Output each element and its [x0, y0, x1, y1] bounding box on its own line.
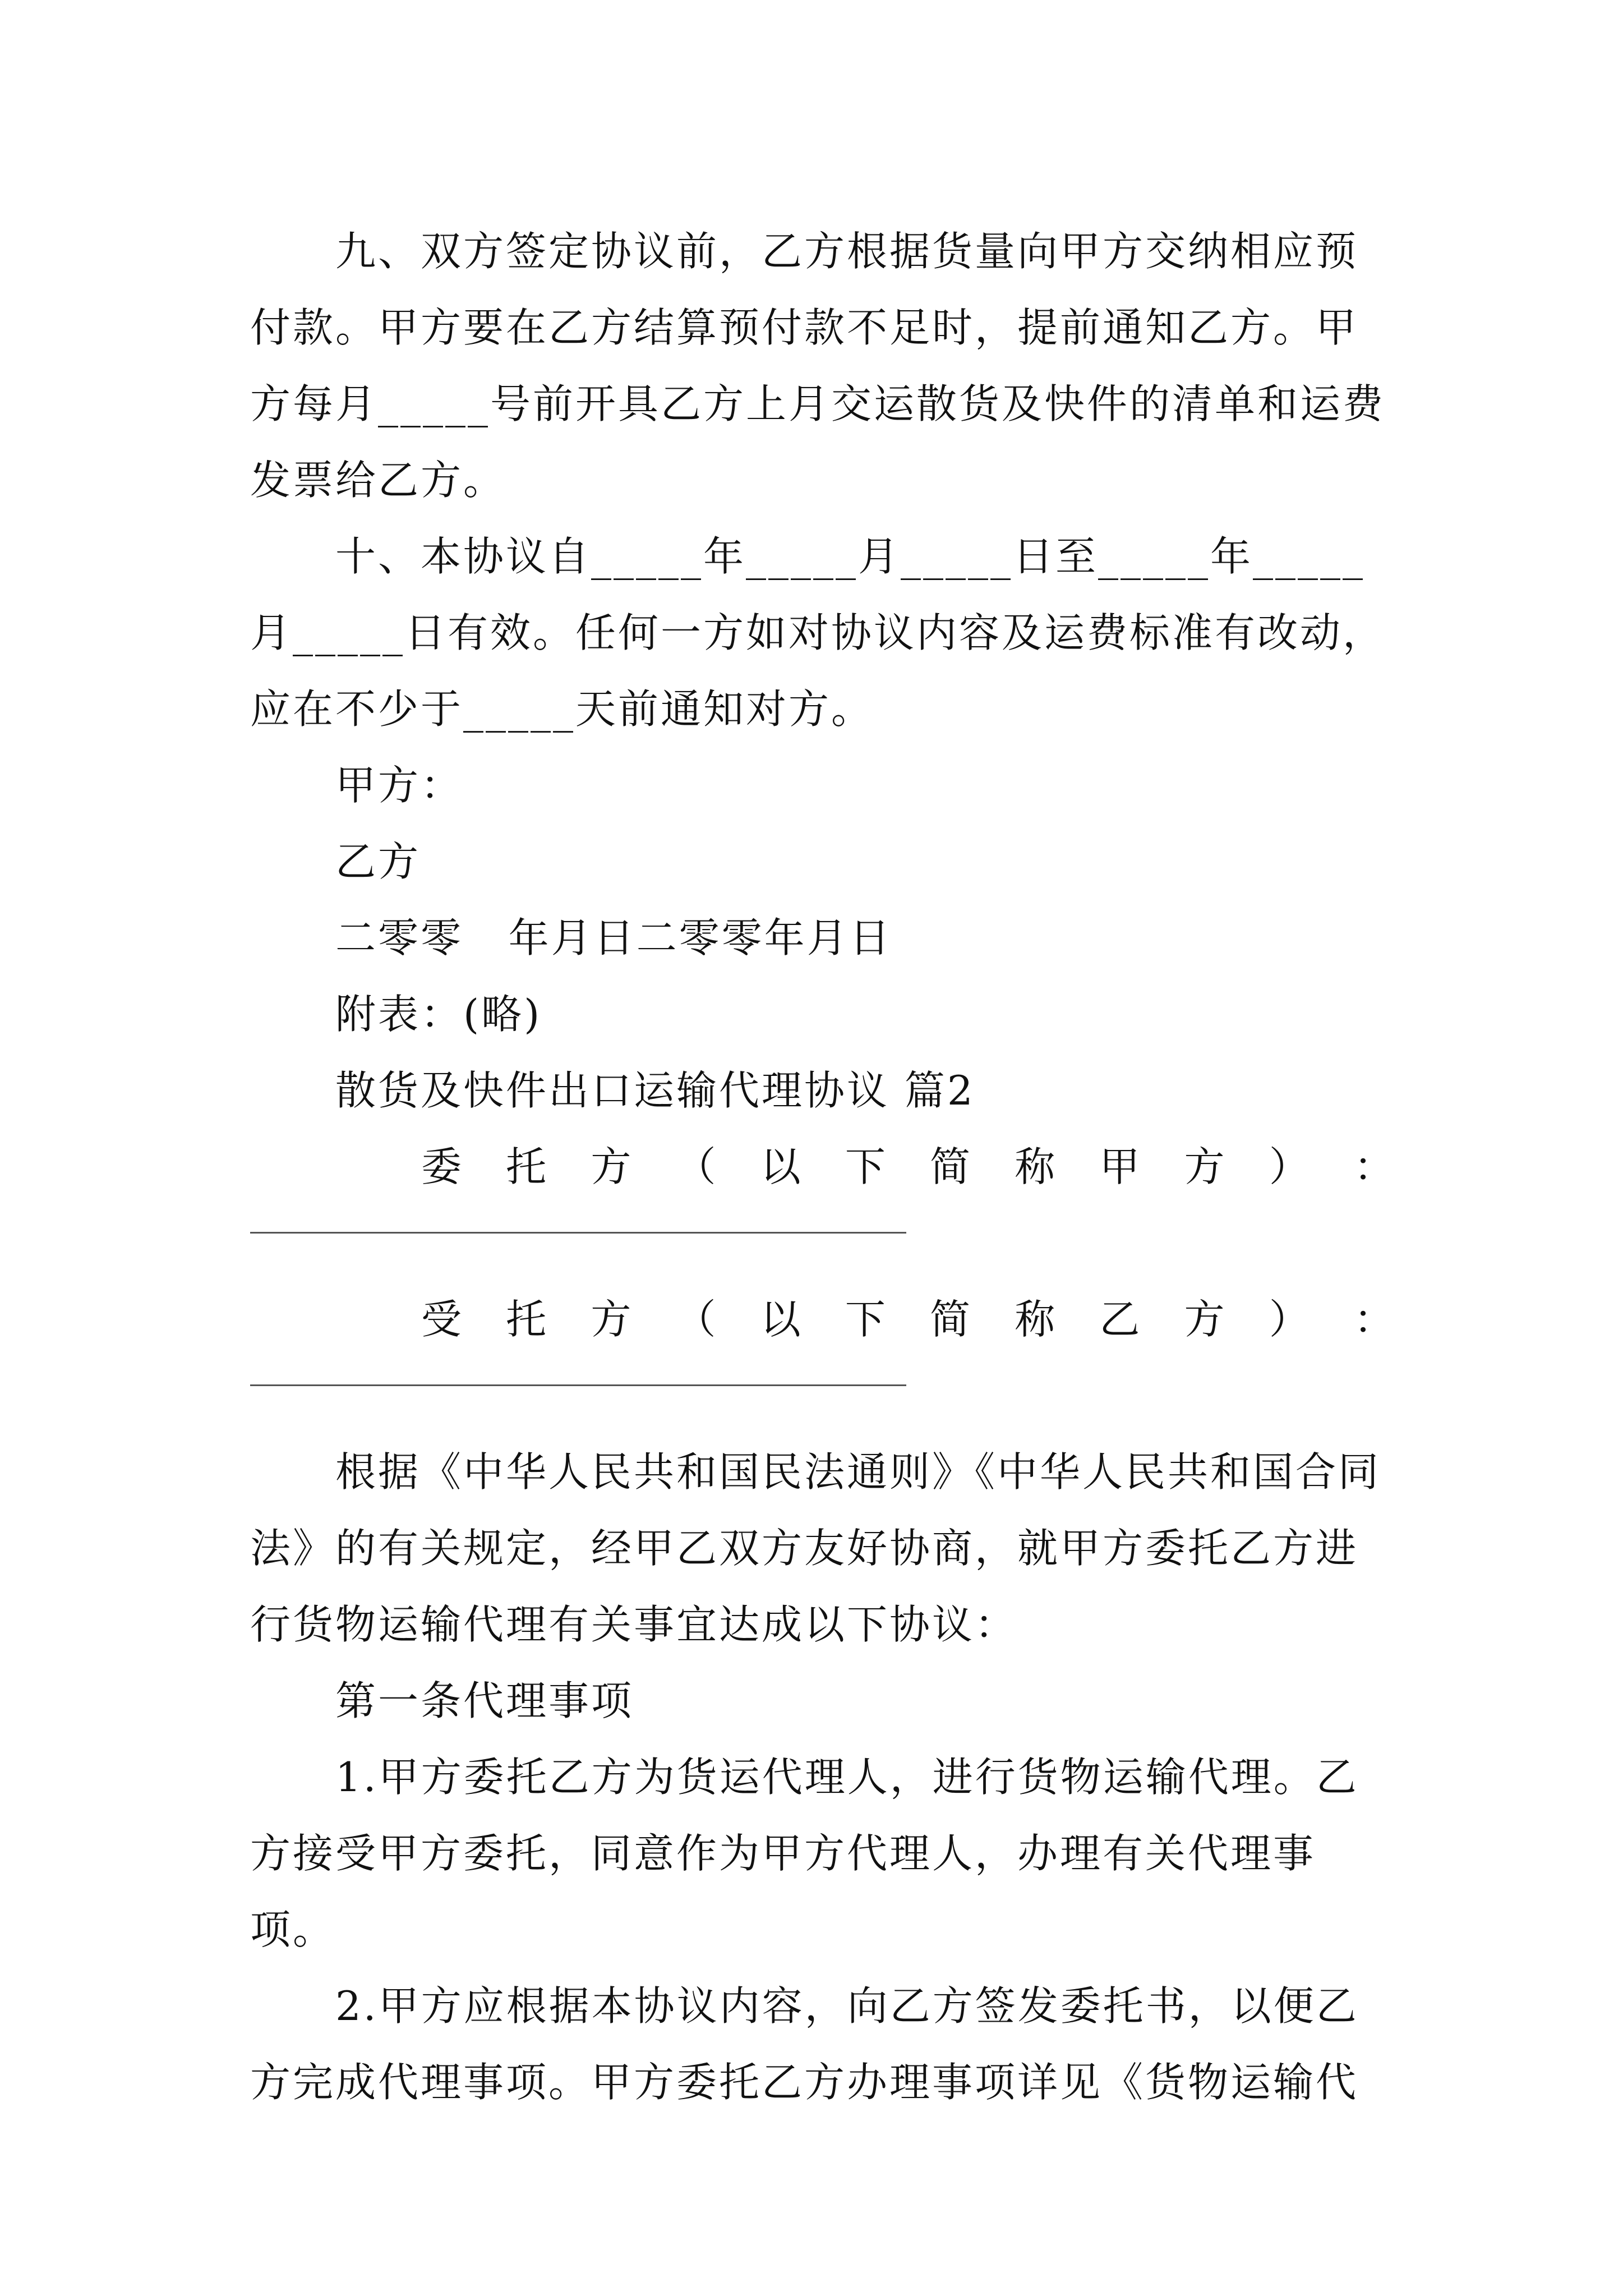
principal-char: 称 [1015, 1143, 1055, 1190]
item-two: 2.甲方应根据本协议内容，向乙方签发委托书，以便乙方完成代理事项。甲方委托乙方办理事项详见《货物运输代 [250, 1982, 1359, 2106]
principal-char: 方 [1184, 1143, 1225, 1190]
agent-char: 称 [1015, 1296, 1055, 1343]
document-page [250, 213, 1394, 2120]
agent-char: 方 [591, 1296, 631, 1343]
principal-row [250, 1129, 1394, 1205]
agent-char: 简 [930, 1296, 971, 1343]
party-a-label: 甲方： [335, 762, 464, 809]
clause-ten: 十、本协议自_____年_____月_____日至_____年_____月_____日有效。任何一方如对协议内容及运费标准有改动，应在不少于_____天前通知对方。 [250, 533, 1386, 733]
clause-nine: 九、双方签定协议前，乙方根据货量向甲方交纳相应预付款。甲方要在乙方结算预付款不足时，提前通知乙方。甲方每月_____号前开具乙方上月交运散货及快件的清单和运费发票给乙方。 [250, 228, 1386, 504]
principal-char: 简 [930, 1143, 971, 1190]
agent-char: ） [1269, 1296, 1310, 1343]
agent-char: 下 [845, 1296, 886, 1343]
principal-char: ： [1353, 1143, 1394, 1190]
section-title: 散货及快件出口运输代理协议 篇2 [335, 1067, 975, 1114]
principal-char: 方 [591, 1143, 631, 1190]
principal-char: （ [675, 1143, 716, 1190]
principal-char: ） [1269, 1143, 1310, 1190]
agent-char: 以 [760, 1296, 801, 1343]
agent-char: 方 [1184, 1296, 1225, 1343]
principal-blank-line [250, 1232, 906, 1234]
agent-char: 受 [421, 1296, 462, 1343]
article-one-heading: 第一条代理事项 [335, 1677, 634, 1724]
appendix-line: 附表：(略) [335, 991, 542, 1038]
item-one: 1.甲方委托乙方为货运代理人，进行货物运输代理。乙方接受甲方委托，同意作为甲方代理人，办理有关代理事项。 [250, 1754, 1359, 1953]
agent-row [250, 1281, 1394, 1358]
date-line: 二零零 年月日二零零年月日 [335, 914, 892, 961]
agent-char: 乙 [1099, 1296, 1140, 1343]
principal-char: 托 [506, 1143, 547, 1190]
agent-char: ： [1353, 1296, 1394, 1343]
principal-char: 委 [421, 1143, 462, 1190]
preamble-paragraph: 根据《中华人民共和国民法通则》《中华人民共和国合同法》的有关规定，经甲乙双方友好协商，就甲方委托乙方进行货物运输代理有关事宜达成以下协议： [250, 1448, 1381, 1648]
principal-char: 甲 [1099, 1143, 1140, 1190]
party-b-label: 乙方 [335, 838, 421, 885]
principal-char: 下 [845, 1143, 886, 1190]
agent-char: 托 [506, 1296, 547, 1343]
principal-char: 以 [760, 1143, 801, 1190]
agent-blank-line [250, 1384, 906, 1386]
agent-char: （ [675, 1296, 716, 1343]
